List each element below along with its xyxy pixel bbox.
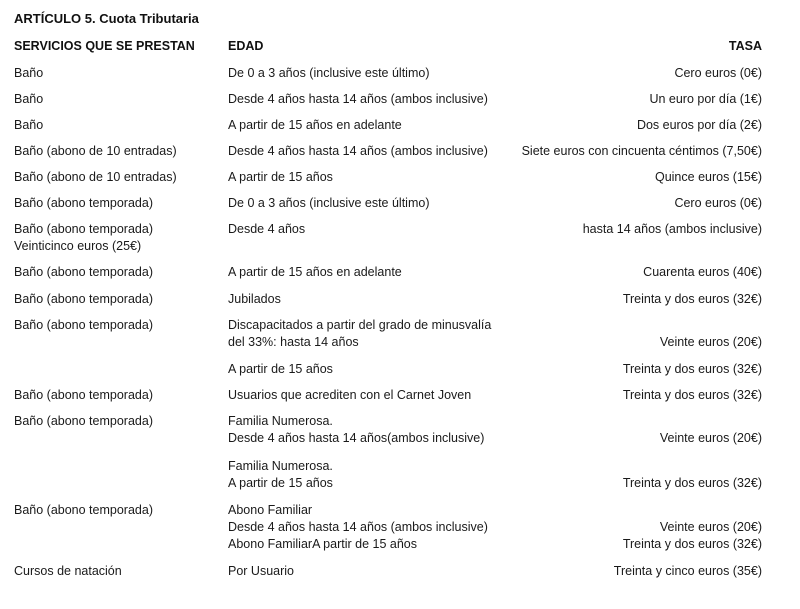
tasa-cell: Cero euros (0€): [674, 196, 762, 210]
servicio-cell: Cursos de natación: [14, 564, 122, 578]
tasa-cell: Veinte euros (20€): [659, 520, 762, 534]
tasa-cell: Veinte euros (20€): [659, 335, 762, 349]
edad-line: A partir de 15 años: [228, 476, 333, 490]
edad-cell: Desde 4 años hasta 14 años (ambos inclusive): [228, 144, 488, 158]
servicio-cell: Baño: [14, 92, 44, 106]
edad-cell: A partir de 15 años en adelante: [228, 265, 402, 279]
edad-cell: De 0 a 3 años (inclusive este último): [228, 196, 430, 210]
edad-cell: [228, 413, 484, 447]
tasa-cell: hasta 14 años (ambos inclusive): [582, 222, 762, 236]
edad-line: Discapacitados a partir del grado de minusvalía: [228, 318, 492, 332]
tasa-cell: Un euro por día (1€): [649, 92, 762, 106]
tasa-cell: Treinta y dos euros (32€): [622, 388, 762, 402]
servicio-line: Baño (abono temporada): [14, 222, 153, 236]
servicio-cell: Baño (abono temporada): [14, 388, 153, 402]
servicio-cell: Baño (abono temporada): [14, 196, 153, 210]
servicio-cell: Baño (abono temporada): [14, 292, 153, 306]
header-edad: EDAD: [228, 39, 264, 53]
servicio-cell: Baño (abono temporada): [14, 503, 153, 517]
edad-cell: Desde 4 años hasta 14 años (ambos inclusive): [228, 92, 488, 106]
edad-cell: [228, 458, 333, 492]
edad-cell: Por Usuario: [228, 564, 294, 578]
servicio-cell: [14, 221, 153, 255]
edad-cell: A partir de 15 años: [228, 170, 333, 184]
edad-line: Abono FamiliarA partir de 15 años: [228, 537, 417, 551]
header-servicios: SERVICIOS QUE SE PRESTAN: [14, 39, 195, 53]
edad-line: Familia Numerosa.: [228, 414, 333, 428]
servicio-line: Veinticinco euros (25€): [14, 239, 142, 253]
edad-cell: Desde 4 años: [228, 222, 306, 236]
edad-cell: De 0 a 3 años (inclusive este último): [228, 66, 430, 80]
servicio-cell: Baño: [14, 66, 44, 80]
tasa-cell: Treinta y dos euros (32€): [622, 537, 762, 551]
header-tasa: TASA: [728, 39, 762, 53]
edad-cell: A partir de 15 años: [228, 362, 333, 376]
tasa-cell: Siete euros con cincuenta céntimos (7,50€): [521, 144, 762, 158]
servicio-cell: Baño (abono temporada): [14, 265, 153, 279]
tasa-cell: Treinta y dos euros (32€): [622, 476, 762, 490]
tasa-cell: Cuarenta euros (40€): [643, 265, 762, 279]
servicio-cell: Baño: [14, 118, 44, 132]
edad-cell: Usuarios que acrediten con el Carnet Joven: [228, 388, 472, 402]
tasa-cell: Cero euros (0€): [674, 66, 762, 80]
tasa-cell: Veinte euros (20€): [659, 431, 762, 445]
edad-line: del 33%: hasta 14 años: [228, 335, 359, 349]
servicio-cell: Baño (abono de 10 entradas): [14, 170, 177, 184]
tasa-cell: Treinta y cinco euros (35€): [613, 564, 762, 578]
edad-cell: Jubilados: [228, 292, 281, 306]
edad-cell: [228, 502, 488, 553]
tasa-cell: Dos euros por día (2€): [636, 118, 762, 132]
edad-cell: A partir de 15 años en adelante: [228, 118, 402, 132]
servicio-cell: Baño (abono temporada): [14, 414, 153, 428]
servicio-cell: Baño (abono de 10 entradas): [14, 144, 177, 158]
tasa-cell: Treinta y dos euros (32€): [622, 292, 762, 306]
edad-line: Abono Familiar: [228, 503, 313, 517]
tasa-cell: Treinta y dos euros (32€): [622, 362, 762, 376]
article-title: ARTÍCULO 5. Cuota Tributaria: [14, 11, 199, 26]
edad-line: Desde 4 años hasta 14 años (ambos inclusive): [228, 520, 488, 534]
edad-line: Familia Numerosa.: [228, 459, 333, 473]
servicio-cell: Baño (abono temporada): [14, 318, 153, 332]
edad-cell: [228, 317, 491, 351]
tasa-cell: Quince euros (15€): [654, 170, 762, 184]
edad-line: Desde 4 años hasta 14 años(ambos inclusive): [228, 431, 485, 445]
